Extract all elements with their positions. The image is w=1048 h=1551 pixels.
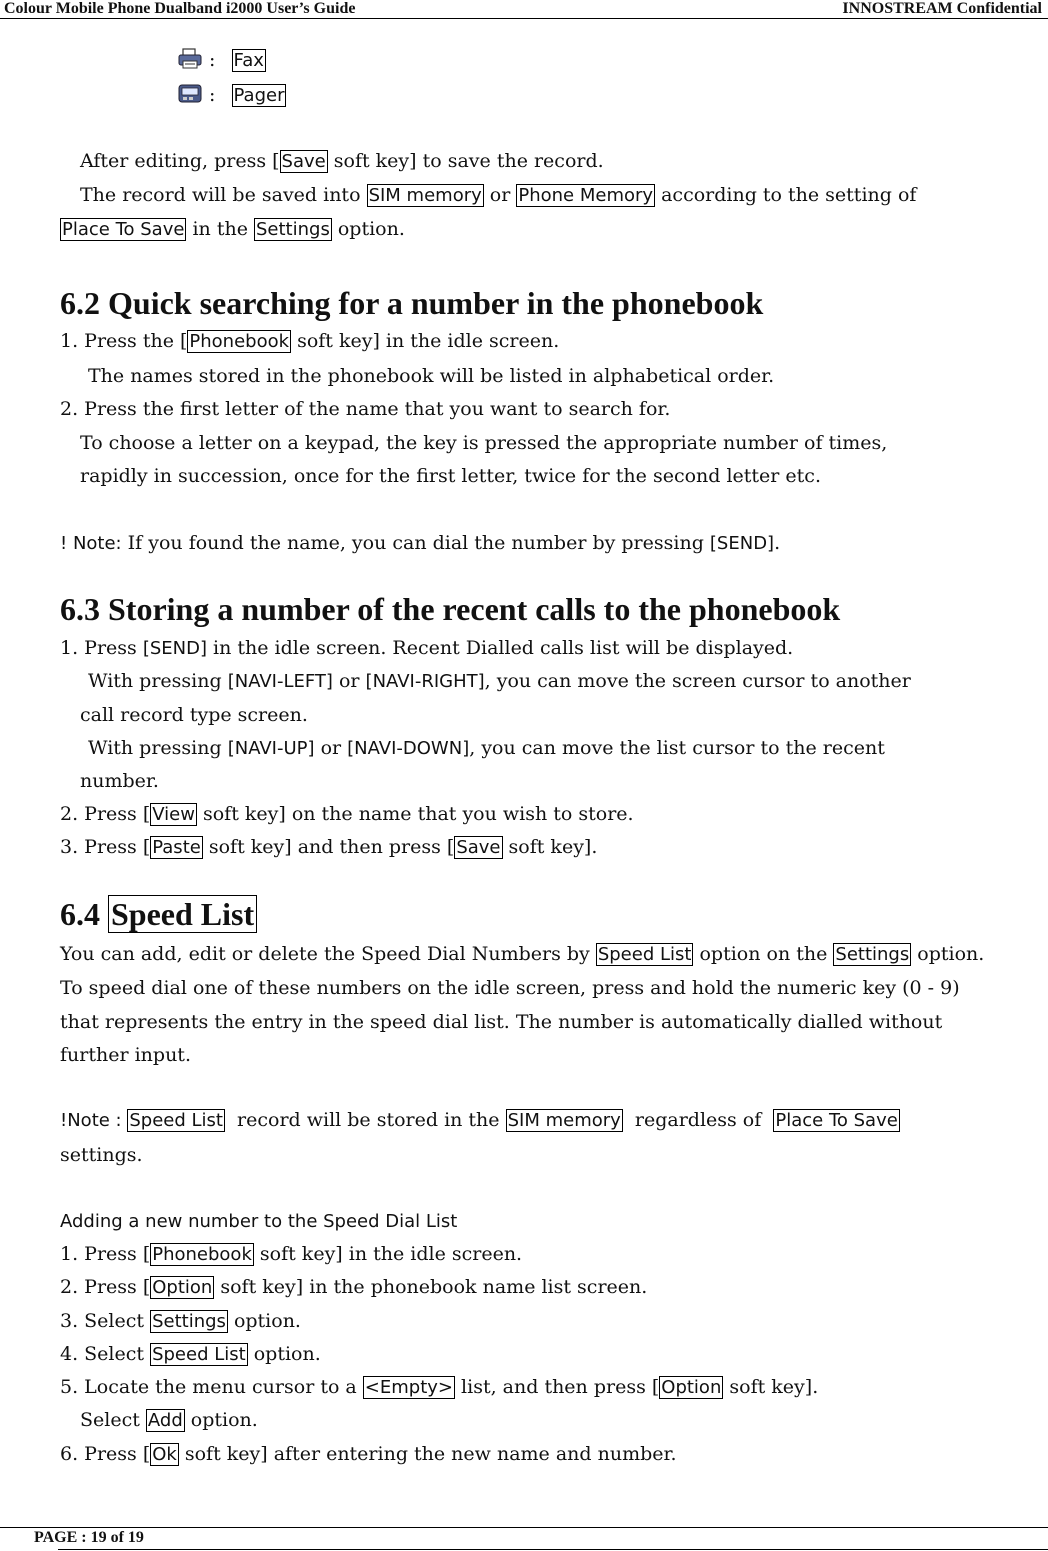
footer-rule-bottom	[58, 1549, 1048, 1550]
s63-step-1-detail-2: call record type screen.	[80, 704, 308, 726]
section-6-3-heading: 6.3 Storing a number of the recent calls to the phonebook	[60, 591, 841, 627]
header-confidential: INNOSTREAM Confidential	[842, 0, 1042, 17]
adding-step-6: 6. Press [ Ok soft key] after entering the new name and number.	[60, 1443, 677, 1465]
s64-para-2: To speed dial one of these numbers on the idle screen, press and hold the numeric key (0 - 9)	[60, 977, 960, 999]
speed-list-term: Speed List	[597, 944, 692, 965]
s62-step-1: 1. Press the [ Phonebook soft key] in the idle screen.	[60, 330, 560, 352]
speed-list-term-3: Speed List	[152, 1344, 246, 1365]
fax-label: Fax	[233, 50, 264, 71]
adding-step-4: 4. Select Speed List option.	[60, 1343, 321, 1365]
settings-term-2: Settings	[835, 944, 910, 965]
speed-list-term-2: Speed List	[129, 1110, 223, 1131]
pager-separator: :	[209, 84, 216, 106]
paste-term: Paste	[152, 837, 201, 858]
ok-term: Ok	[152, 1444, 177, 1465]
s64-para-1: You can add, edit or delete the Speed Dial Numbers by Speed List option on the Settings option.	[60, 943, 985, 965]
after-edit-line-1: After editing, press [ Save soft key] to save the record.	[80, 150, 604, 172]
s63-step-2: 2. Press [ View soft key] on the name that you wish to store.	[60, 803, 634, 825]
adding-step-5: 5. Locate the menu cursor to a <Empty> list, and then press [ Option soft key].	[60, 1376, 819, 1398]
fax-icon	[177, 48, 203, 70]
adding-subheading: Adding a new number to the Speed Dial List	[60, 1211, 458, 1232]
place-to-save-term-2: Place To Save	[775, 1110, 898, 1131]
pager-label: Pager	[233, 85, 285, 106]
adding-step-2: 2. Press [ Option soft key] in the phonebook name list screen.	[60, 1276, 648, 1298]
section-6-4-heading: 6.4 Speed List	[60, 896, 257, 932]
s62-step-2: 2. Press the first letter of the name that you want to search for.	[60, 398, 671, 420]
s64-note-line-1: !Note : Speed List record will be stored in the SIM memory regardless of Place To Save	[60, 1109, 898, 1131]
settings-term-3: Settings	[152, 1311, 226, 1332]
s64-para-3: that represents the entry in the speed dial list. The number is automatically dialled without	[60, 1011, 943, 1033]
s64-para-4: further input.	[60, 1044, 191, 1066]
settings-term: Settings	[256, 219, 330, 240]
s62-step-1-detail: The names stored in the phonebook will be listed in alphabetical order.	[88, 365, 775, 387]
s63-step-1: 1. Press [SEND] in the idle screen. Recent Dialled calls list will be displayed.	[60, 637, 794, 659]
s62-step-2-detail-1: To choose a letter on a keypad, the key is pressed the appropriate number of times,	[80, 432, 888, 454]
adding-step-3: 3. Select Settings option.	[60, 1310, 301, 1332]
sim-memory-term-2: SIM memory	[507, 1110, 621, 1131]
header-title: Colour Mobile Phone Dualband i2000 User’s Guide	[4, 0, 356, 17]
add-term: Add	[147, 1410, 183, 1431]
save-term-2: Save	[456, 837, 501, 858]
phone-memory-term: Phone Memory	[518, 185, 654, 206]
save-term: Save	[281, 151, 326, 172]
adding-step-1: 1. Press [ Phonebook soft key] in the idle screen.	[60, 1243, 523, 1265]
s62-step-2-detail-2: rapidly in succession, once for the first letter, twice for the second letter etc.	[80, 465, 821, 487]
icon-row-fax	[177, 48, 266, 73]
phonebook-term: Phonebook	[189, 331, 290, 352]
icon-row-pager	[177, 83, 286, 108]
header-rule	[0, 18, 1048, 19]
place-to-save-term: Place To Save	[62, 219, 185, 240]
s63-step-1-detail-4: number.	[80, 770, 159, 792]
s64-note-line-2: settings.	[60, 1144, 143, 1166]
s62-note: ! Note: If you found the name, you can dial the number by pressing [SEND].	[60, 532, 781, 554]
page-number: PAGE : 19 of 19	[34, 1529, 144, 1546]
adding-step-5-detail: Select Add option.	[80, 1409, 258, 1431]
fax-separator: :	[209, 49, 216, 71]
s63-step-1-detail-1: With pressing [NAVI-LEFT] or [NAVI-RIGHT], you can move the screen cursor to another	[88, 670, 911, 692]
after-edit-line-3: Place To Save in the Settings option.	[62, 218, 405, 240]
page-header	[0, 0, 1048, 18]
empty-term: <Empty>	[364, 1377, 454, 1398]
pager-icon	[177, 83, 203, 105]
section-6-2-heading: 6.2 Quick searching for a number in the phonebook	[60, 285, 764, 321]
sim-memory-term: SIM memory	[368, 185, 482, 206]
s63-step-1-detail-3: With pressing [NAVI-UP] or [NAVI-DOWN], you can move the list cursor to the recent	[88, 737, 885, 759]
phonebook-term-2: Phonebook	[152, 1244, 252, 1265]
after-edit-line-2: The record will be saved into SIM memory or Phone Memory according to the setting of	[80, 184, 917, 206]
speed-list-heading-term: Speed List	[108, 895, 257, 933]
view-term: View	[152, 804, 195, 825]
s63-step-3: 3. Press [ Paste soft key] and then press [ Save soft key].	[60, 836, 598, 858]
footer-rule-top	[0, 1527, 1048, 1528]
option-term-2: Option	[661, 1377, 722, 1398]
option-term: Option	[152, 1277, 213, 1298]
